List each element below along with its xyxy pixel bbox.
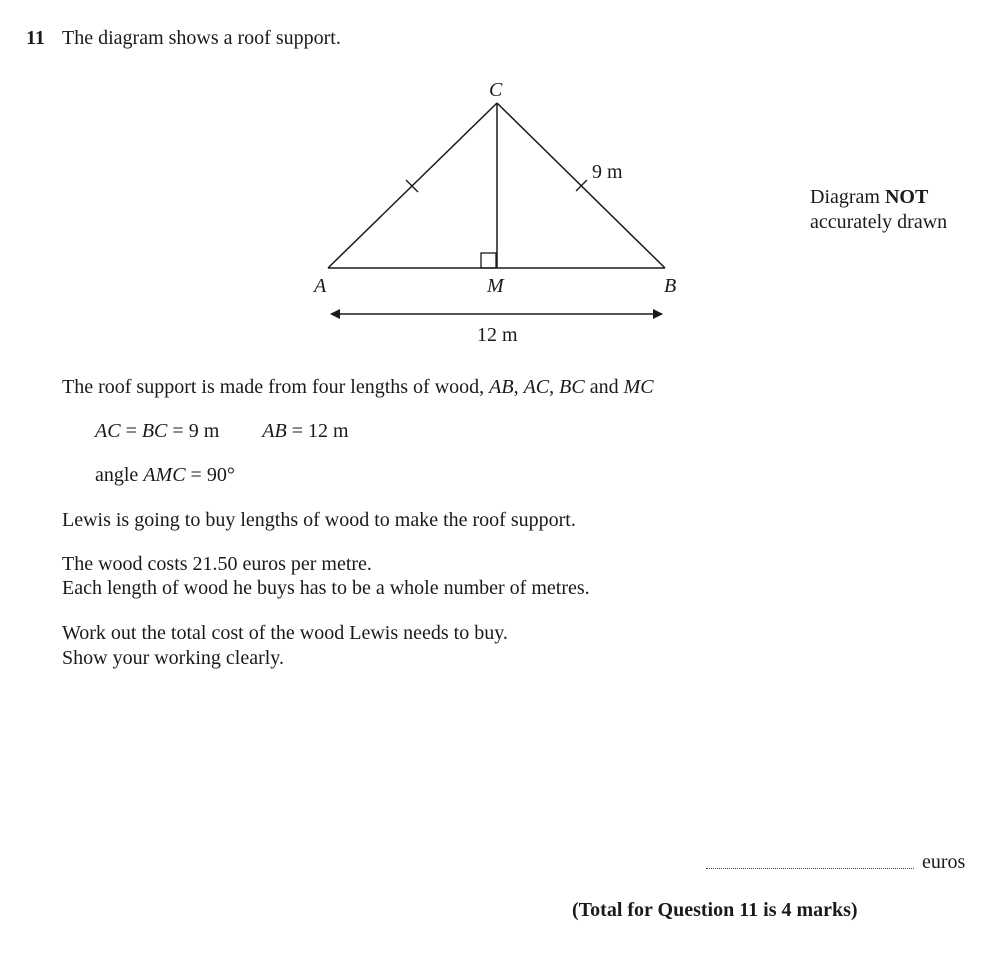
roof-support-diagram bbox=[0, 0, 1000, 360]
paragraph-materials: The roof support is made from four lengths of wood, AB, AC, BC and MC bbox=[62, 376, 654, 398]
paragraph-lewis: Lewis is going to buy lengths of wood to make the roof support. bbox=[62, 509, 576, 531]
paragraph-working: Show your working clearly. bbox=[62, 647, 284, 669]
right-angle-marker bbox=[481, 253, 496, 268]
label-C: C bbox=[489, 79, 503, 101]
label-A: A bbox=[314, 275, 327, 297]
paragraph-cost: The wood costs 21.50 euros per metre. bbox=[62, 553, 372, 575]
question-intro: The diagram shows a roof support. bbox=[62, 27, 341, 49]
answer-unit: euros bbox=[922, 851, 966, 873]
note-line2: accurately drawn bbox=[810, 211, 948, 233]
note-not: NOT bbox=[884, 186, 929, 208]
equation-angle: angle AMC = 90° bbox=[95, 464, 235, 486]
paragraph-whole-metres: Each length of wood he buys has to be a whole number of metres. bbox=[62, 577, 590, 599]
note-prefix: Diagram bbox=[810, 186, 880, 208]
length-BC-label: 9 m bbox=[592, 161, 623, 183]
label-B: B bbox=[664, 275, 677, 297]
diagram-note bbox=[810, 185, 947, 235]
label-M: M bbox=[487, 275, 504, 297]
paragraph-task: Work out the total cost of the wood Lewis needs to buy. bbox=[62, 622, 508, 644]
side-AC bbox=[328, 103, 497, 268]
equation-lengths: AC = BC = 9 m AB = 12 m bbox=[95, 420, 349, 442]
question-number: 11 bbox=[26, 27, 45, 49]
answer-line[interactable] bbox=[706, 868, 914, 869]
length-AB-label: 12 m bbox=[477, 324, 518, 346]
total-marks: (Total for Question 11 is 4 marks) bbox=[572, 899, 858, 921]
